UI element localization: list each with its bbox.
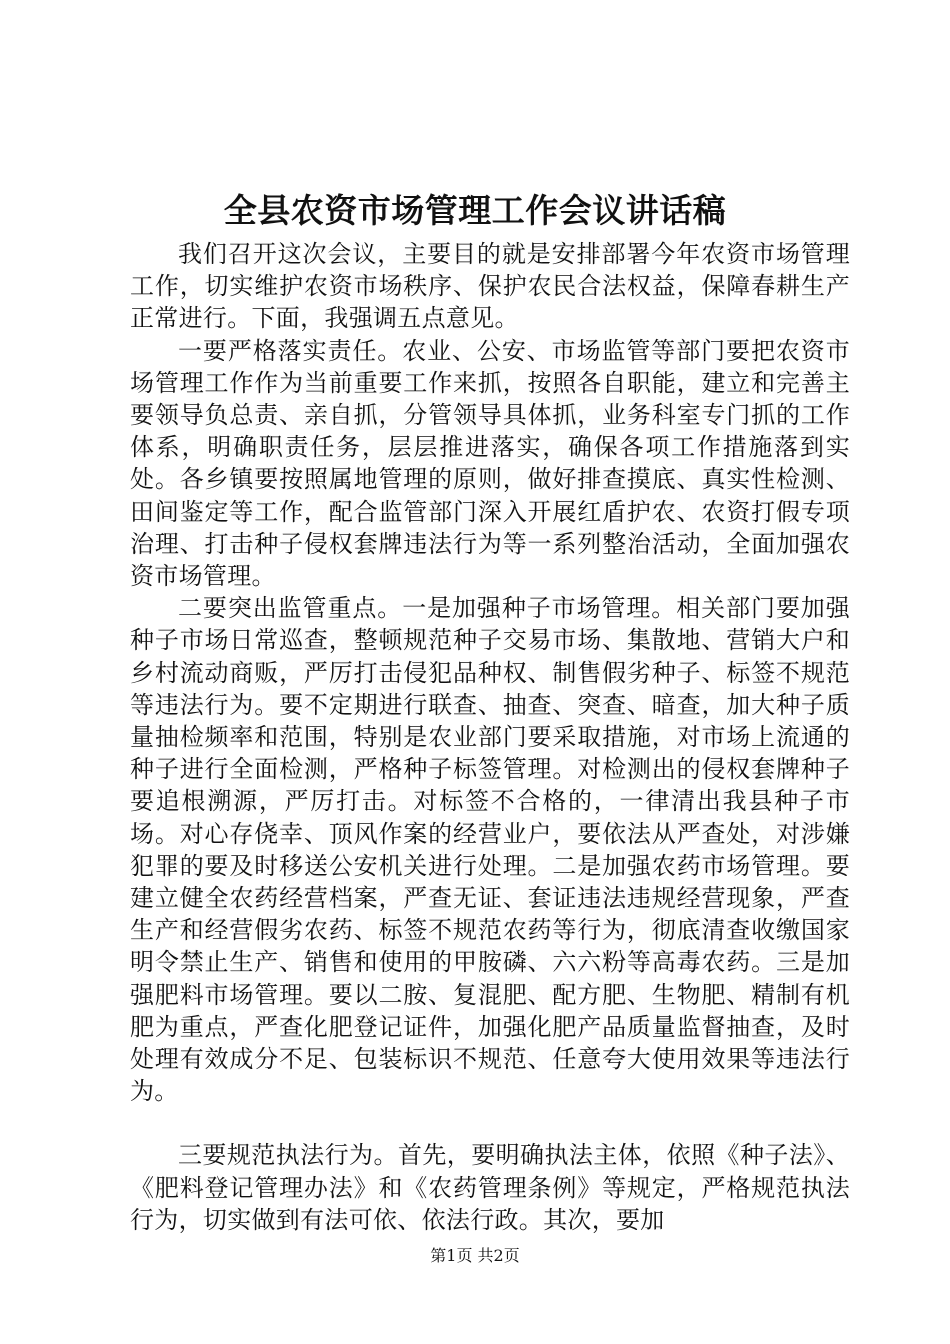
page-number-footer: 第1页 共2页 (430, 1246, 520, 1265)
paragraph-intro: 我们召开这次会议，主要目的就是安排部署今年农资市场管理工作，切实维护农资市场秩序、保护农民合法权益，保障春耕生产正常进行。下面，我强调五点意见。 (130, 240, 850, 333)
paragraph-point-3: 三要规范执法行为。首先，要明确执法主体，依照《种子法》、《肥料登记管理办法》和《农药管理条例》等规定，严格规范执法行为，切实做到有法可依、依法行政。其次，要加 (130, 1141, 850, 1234)
document-body (130, 238, 850, 1236)
document-title: 全县农资市场管理工作会议讲话稿 (223, 191, 727, 230)
paragraph-point-2: 二要突出监管重点。一是加强种子市场管理。相关部门要加强种子市场日常巡查，整顿规范种子交易市场、集散地、营销大户和乡村流动商贩，严厉打击侵犯品种权、制售假劣种子、标签不规范等违法行为。要不定期进行联查、抽查、突查、暗查，加大种子质量抽检频率和范围，特别是农业部门要采取措施，对市场上流通的种子进行全面检测，严格种子标签管理。对检测出的侵权套牌种子要追根溯源，严厉打击。对标签不合格的，一律清出我县种子市场。对心存侥幸、顶风作案的经营业户，要依法从严查处，对涉嫌犯罪的要及时移送公安机关进行处理。二是加强农药市场管理。要建立健全农药经营档案，严查无证、套证违法违规经营现象，严查生产和经营假劣农药、标签不规范农药等行为，彻底清查收缴国家明令禁止生产、销售和使用的甲胺磷、六六粉等高毒农药。三是加强肥料市场管理。要以二胺、复混肥、配方肥、生物肥、精制有机肥为重点，严查化肥登记证件，加强化肥产品质量监督抽查，及时处理有效成分不足、包装标识不规范、任意夸大使用效果等违法行为。 (130, 594, 850, 1106)
paragraph-point-1: 一要严格落实责任。农业、公安、市场监管等部门要把农资市场管理工作作为当前重要工作来抓，按照各自职能，建立和完善主要领导负总责、亲自抓，分管领导具体抓，业务科室专门抓的工作体系，明确职责任务，层层推进落实，确保各项工作措施落到实处。各乡镇要按照属地管理的原则，做好排查摸底、真实性检测、田间鉴定等工作，配合监管部门深入开展红盾护农、农资打假专项治理、打击种子侵权套牌违法行为等一系列整治活动，全面加强农资市场管理。 (130, 336, 850, 591)
